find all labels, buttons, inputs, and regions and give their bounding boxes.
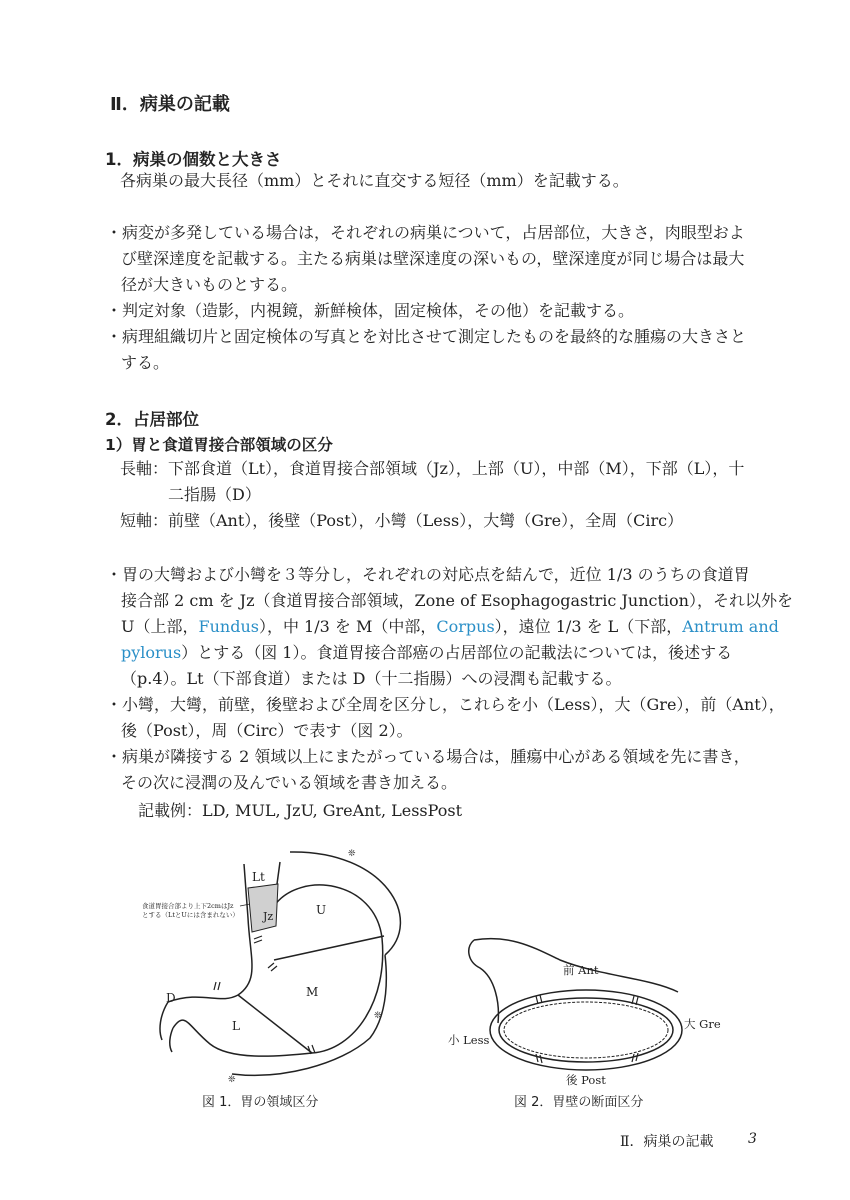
size-intro: 各病巣の最大長径（mm）とそれに直交する短径（mm）を記載する。	[120, 171, 629, 190]
text-line: pylorus）とする（図 1）。食道胃接合部癌の占居部位の記載法については，後述する	[121, 643, 733, 662]
label-gre: 大 Gre	[684, 1017, 721, 1031]
text-line: 長軸：下部食道（Lt），食道胃接合部領域（Jz），上部（U），中部（M），下部（L），十	[120, 459, 745, 478]
text-line: 径が大きいものとする。	[121, 275, 298, 294]
term-pylorus: pylorus	[121, 643, 182, 662]
bullet-circumference	[106, 692, 785, 744]
heading-location: 2．占居部位	[105, 410, 199, 429]
label-ant: 前 Ant	[563, 963, 599, 977]
subheading-regions: 1）胃と食道胃接合部領域の区分	[105, 436, 333, 454]
text-line: ・病巣が隣接する 2 領域以上にまたがっている場合は，腫瘍中心がある領域を先に書き，	[106, 747, 750, 766]
label-lt: Lt	[252, 870, 265, 884]
example-notation: 記載例：LD, MUL, JzU, GreAnt, LessPost	[138, 801, 463, 820]
text-line: その次に浸潤の及んでいる領域を書き加える。	[121, 773, 458, 792]
region-mark: ❊	[374, 1011, 382, 1021]
figure-stomach-regions	[140, 840, 420, 1095]
label-jz: Jz	[263, 910, 274, 923]
jz-note: とする（LtとUには含まれない）	[142, 911, 239, 919]
text-line: （p.4）。Lt（下部食道）または D（十二指腸）への浸潤も記載する。	[121, 669, 622, 688]
text-line: 二指腸（D）	[168, 485, 261, 504]
text-line: び壁深達度を記載する。主たる病巣は壁深達度の深いもの，壁深達度が同じ場合は最大	[121, 249, 745, 268]
text-line: ・病変が多発している場合は，それぞれの病巣について，占居部位，大きさ，肉眼型およ	[106, 223, 745, 242]
region-mark: ❊	[228, 1075, 236, 1085]
label-less: 小 Less	[448, 1033, 490, 1047]
jz-note: 食道胃接合部より上下2cmはJz	[142, 902, 234, 910]
text-line: 後（Post），周（Circ）で表す（図 2）。	[121, 721, 413, 740]
text-line: する。	[121, 353, 170, 372]
label-post: 後 Post	[566, 1073, 606, 1087]
bullet-measurement	[106, 324, 746, 376]
label-d: D	[166, 991, 176, 1005]
term-fundus: Fundus	[198, 617, 259, 636]
bullet-division	[106, 562, 793, 692]
label-m: M	[306, 985, 319, 999]
text-line: 接合部 2 cm を Jz（食道胃接合部領域，Zone of Esophagogastric Junction），それ以外を	[121, 591, 793, 610]
section-title: Ⅱ．病巣の記載	[110, 94, 230, 115]
text-line: ・病理組織切片と固定検体の写真とを対比させて測定したものを最終的な腫瘍の大きさと	[106, 327, 747, 346]
figure-wall-section	[440, 918, 740, 1090]
region-mark: ❊	[348, 849, 356, 859]
label-l: L	[232, 1019, 240, 1033]
text-line: ・判定対象（造影，内視鏡，新鮮検体，固定検体，その他）を記載する。	[106, 301, 635, 320]
label-u: U	[316, 903, 327, 917]
term-corpus: Corpus	[436, 617, 495, 636]
bullet-multiple	[106, 220, 745, 298]
page-number: 3	[748, 1131, 757, 1147]
bullet-target	[106, 298, 634, 324]
text-line: ・小彎，大彎，前壁，後壁および全周を区分し，これらを小（Less），大（Gre），前（Ant），	[106, 695, 785, 714]
term-antrum: Antrum and	[682, 617, 779, 636]
figure2-caption: 図 2．胃壁の断面区分	[514, 1095, 644, 1110]
heading-size: 1．病巣の個数と大きさ	[105, 150, 282, 169]
text-line: ・胃の大彎および小彎を３等分し，それぞれの対応点を結んで，近位 1/3 のうちの食道胃	[106, 565, 750, 584]
figure1-caption: 図 1．胃の領域区分	[202, 1095, 319, 1110]
text-line: U（上部，Fundus），中 1/3 を M（中部，Corpus），遠位 1/3 を L（下部，Antrum and	[121, 617, 779, 636]
long-axis	[120, 456, 744, 508]
footer-section: Ⅱ．病巣の記載	[620, 1134, 714, 1150]
short-axis: 短軸：前壁（Ant），後壁（Post），小彎（Less），大彎（Gre），全周（Circ）	[120, 511, 684, 530]
bullet-spanning	[106, 744, 750, 796]
